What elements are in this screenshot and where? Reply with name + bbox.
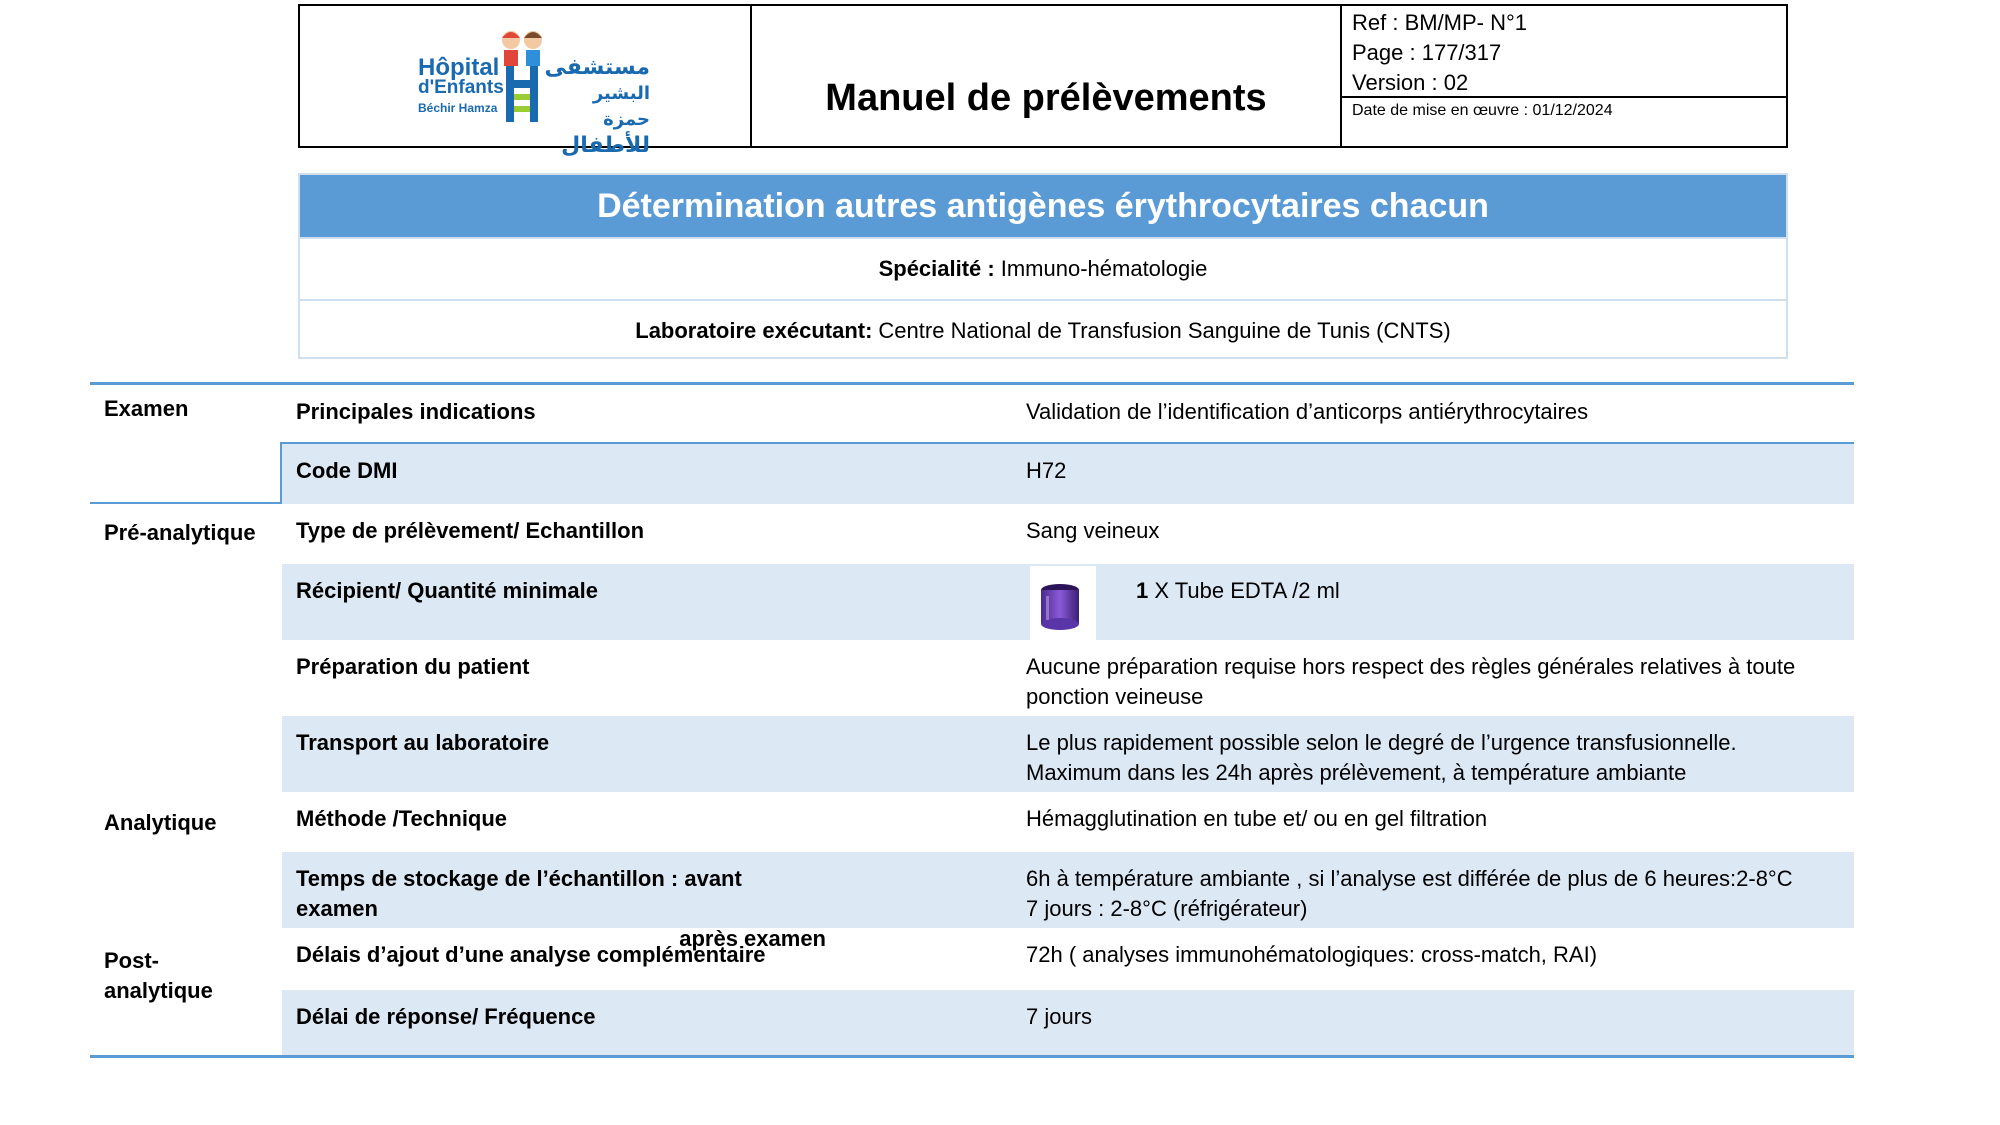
row-label: Récipient/ Quantité minimale (296, 578, 598, 603)
edta-tube-cap-icon (1038, 582, 1082, 632)
logo-cell (300, 6, 752, 157)
effective-date: Date de mise en œuvre : 01/12/2024 (1352, 102, 1613, 119)
section-post-analytique (104, 946, 213, 1006)
table-row (282, 792, 1854, 852)
table-row (282, 990, 1854, 1055)
quantity-count: 1 (1136, 578, 1149, 603)
lab-row (300, 299, 1786, 361)
row-value-line1: 6h à température ambiante , si l’analyse est différée de plus de 6 heures:2-8°C (1026, 866, 1793, 891)
row-label: Transport au laboratoire (296, 730, 550, 755)
section-divider (90, 502, 282, 504)
specialty-row (300, 237, 1786, 299)
table-row (282, 928, 1854, 990)
section-pre-analytique: Pré-analytique (104, 520, 256, 545)
row-divider (280, 442, 1854, 444)
table-bottom-border (90, 1055, 1854, 1058)
row-label: Principales indications (296, 399, 536, 424)
test-title: Détermination autres antigènes érythrocytaires chacun (300, 175, 1786, 237)
lab-label: Laboratoire exécutant: (635, 318, 873, 343)
row-label: Délais d’ajout d’une analyse complémentaire (296, 942, 766, 967)
logo-french-text (418, 54, 504, 118)
row-value (1136, 576, 1956, 606)
manual-title-cell (752, 6, 1342, 146)
lab-value: Centre National de Transfusion Sanguine de Tunis (CNTS) (878, 318, 1451, 343)
hospital-logo (418, 28, 650, 157)
row-label: Code DMI (296, 458, 398, 483)
page-number: Page : 177/317 (1352, 40, 1502, 65)
row-label-line1: Temps de stockage de l’échantillon : avant examen (296, 866, 742, 921)
table-row (282, 385, 1854, 443)
container-description: X Tube EDTA /2 ml (1154, 578, 1340, 603)
row-label: Méthode /Technique (296, 806, 508, 831)
row-value: Hémagglutination en tube et/ ou en gel filtration (1026, 806, 1488, 831)
section-post-line2: analytique (104, 978, 213, 1003)
table-row (282, 716, 1854, 792)
ref-number: Ref : BM/MP- N°1 (1352, 10, 1528, 35)
document-meta (1342, 6, 1786, 146)
logo-arabic-text (544, 54, 650, 158)
specialty-value: Immuno-hématologie (1000, 256, 1208, 281)
row-value: Aucune préparation requise hors respect des règles générales relatives à toute ponction veineuse (1026, 654, 1796, 709)
section-post-line1: Post- (104, 948, 159, 973)
test-title-box (298, 173, 1788, 359)
version: Version : 02 (1352, 70, 1469, 95)
row-value (1026, 728, 1846, 788)
children-logo-icon (498, 28, 548, 126)
document-header (298, 4, 1788, 157)
table-row (282, 640, 1854, 716)
row-divider (280, 442, 282, 504)
table-row (282, 444, 1854, 504)
row-value-line2: Maximum dans les 24h après prélèvement, à température ambiante (1026, 760, 1687, 785)
table-row (282, 852, 1854, 951)
section-examen: Examen (104, 396, 189, 421)
row-value-line2: 7 jours : 2-8°C (réfrigérateur) (1026, 896, 1308, 921)
row-value: 7 jours (1026, 1004, 1093, 1029)
row-value: Sang veineux (1026, 518, 1160, 543)
section-analytique: Analytique (104, 810, 217, 835)
row-label-line2: après examen (679, 926, 826, 951)
table-row (282, 504, 1854, 564)
logo-fr-line3: Béchir Hamza (418, 101, 498, 115)
specialty-label: Spécialité : (878, 256, 995, 281)
row-value (1026, 864, 1846, 924)
row-value: H72 (1026, 458, 1067, 483)
row-value: 72h ( analyses immunohématologiques: cross-match, RAI) (1026, 942, 1598, 967)
logo-ar-line3: للأطفال (561, 132, 650, 157)
row-value-line1: Le plus rapidement possible selon le degré de l’urgence transfusionnelle. (1026, 730, 1737, 755)
logo-fr-line1: Hôpital (418, 54, 500, 81)
row-label: Délai de réponse/ Fréquence (296, 1004, 596, 1029)
meta-ref-block (1342, 6, 1786, 98)
manual-title: Manuel de prélèvements (825, 77, 1267, 119)
logo-ar-line1: مستشفى (544, 54, 650, 79)
row-label: Préparation du patient (296, 654, 530, 679)
logo-ar-line2: البشير حمزة (592, 83, 650, 129)
row-label: Type de prélèvement/ Echantillon (296, 518, 645, 543)
logo-fr-line2: d'Enfants (418, 77, 504, 98)
row-value: Validation de l’identification d’anticorps antiérythrocytaires (1026, 399, 1589, 424)
